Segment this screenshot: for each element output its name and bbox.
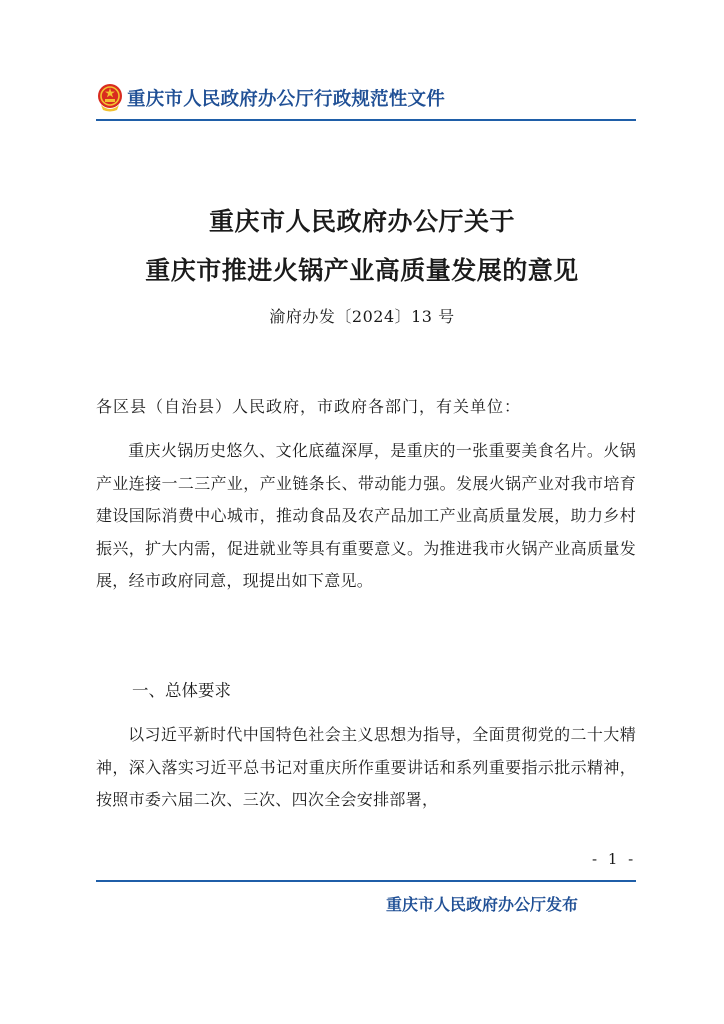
header-title: 重庆市人民政府办公厅行政规范性文件 <box>127 89 445 110</box>
body-paragraph-1 <box>96 435 636 598</box>
body-paragraph-2 <box>96 719 636 817</box>
document-header <box>96 78 636 118</box>
section-heading-1: 一、总体要求 <box>132 681 231 700</box>
footer-issuer: 重庆市人民政府办公厅发布 <box>386 895 579 914</box>
document-title-line-2: 重庆市推进火锅产业高质量发展的意见 <box>145 256 579 285</box>
salutation: 各区县（自治县）人民政府，市政府各部门，有关单位： <box>96 397 522 416</box>
body-paragraph-1-text: 重庆火锅历史悠久、文化底蕴深厚，是重庆的一张重要美食名片。火锅产业连接一二三产业，产业链条长、带动能力强。发展火锅产业对我市培育建设国际消费中心城市，推动食品及农产品加工产业高质量发展，助力乡村振兴，扩大内需，促进就业等具有重要意义。为推进我市火锅产业高质量发展，经市政府同意，现提出如下意见。 <box>96 441 636 590</box>
body-paragraph-2-text: 以习近平新时代中国特色社会主义思想为指导，全面贯彻党的二十大精神，深入落实习近平总书记对重庆所作重要讲话和系列重要指示批示精神，按照市委六届二次、三次、四次全会安排部署， <box>96 725 636 809</box>
document-number: 渝府办发〔2024〕13 号 <box>269 307 455 326</box>
header-divider <box>96 119 636 121</box>
document-title-line-1: 重庆市人民政府办公厅关于 <box>208 207 515 236</box>
page-number: - 1 - <box>592 850 637 868</box>
national-emblem-icon <box>96 83 124 113</box>
footer-divider <box>96 880 636 882</box>
